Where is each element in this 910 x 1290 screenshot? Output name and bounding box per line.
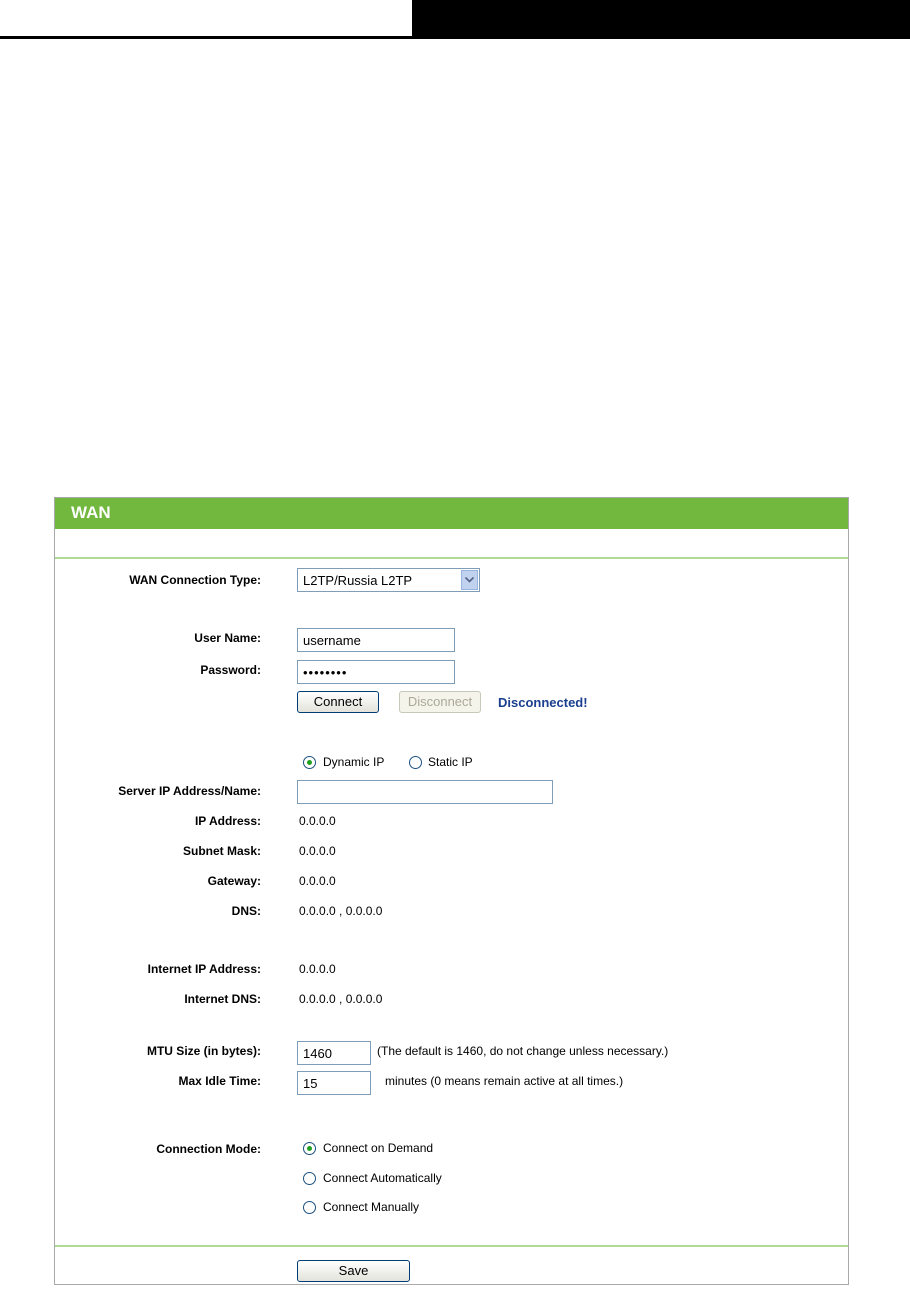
subnet-mask-label: Subnet Mask: — [182, 844, 261, 858]
panel-title: WAN — [55, 498, 848, 529]
connection-mode-label: Connection Mode: — [156, 1142, 261, 1156]
connect-on-demand-label: Connect on Demand — [323, 1141, 434, 1155]
wan-panel — [54, 497, 849, 1285]
static-ip-label: Static IP — [428, 755, 473, 769]
header-rule — [0, 36, 412, 39]
connect-on-demand-radio[interactable] — [303, 1142, 316, 1155]
connect-manually-radio[interactable] — [303, 1201, 316, 1214]
dynamic-ip-radio[interactable] — [303, 756, 316, 769]
internet-dns-label: Internet DNS: — [184, 992, 261, 1006]
connection-type-value: L2TP/Russia L2TP — [303, 573, 413, 588]
gateway-label: Gateway: — [207, 874, 261, 888]
user-name-label: User Name: — [194, 631, 261, 645]
disconnect-button[interactable]: Disconnect — [399, 691, 481, 713]
password-input[interactable] — [297, 660, 455, 684]
connect-button[interactable]: Connect — [297, 691, 379, 713]
idle-time-label: Max Idle Time: — [178, 1074, 261, 1088]
gateway-value: 0.0.0.0 — [299, 874, 336, 888]
idle-time-input[interactable] — [297, 1071, 371, 1095]
server-input[interactable] — [297, 780, 553, 804]
ip-address-value: 0.0.0.0 — [299, 814, 336, 828]
subnet-mask-value: 0.0.0.0 — [299, 844, 336, 858]
dns-value: 0.0.0.0 , 0.0.0.0 — [299, 904, 383, 918]
connect-automatically-label: Connect Automatically — [323, 1171, 442, 1185]
server-label: Server IP Address/Name: — [118, 784, 261, 798]
internet-dns-value: 0.0.0.0 , 0.0.0.0 — [299, 992, 383, 1006]
divider-bottom — [55, 1245, 848, 1247]
mtu-hint: (The default is 1460, do not change unless necessary.) — [377, 1044, 669, 1058]
user-name-input[interactable] — [297, 628, 455, 652]
connection-type-select[interactable] — [297, 568, 480, 592]
static-ip-radio[interactable] — [409, 756, 422, 769]
internet-ip-value: 0.0.0.0 — [299, 962, 336, 976]
dns-label: DNS: — [231, 904, 261, 918]
password-label: Password: — [200, 663, 261, 677]
connection-status: Disconnected! — [498, 695, 588, 710]
dynamic-ip-label: Dynamic IP — [323, 755, 385, 769]
connection-type-label: WAN Connection Type: — [129, 573, 261, 587]
idle-time-hint: minutes (0 means remain active at all times.) — [385, 1074, 624, 1088]
chevron-down-icon[interactable] — [461, 570, 478, 590]
header-bar — [412, 0, 910, 39]
save-button[interactable]: Save — [297, 1260, 410, 1282]
mtu-input[interactable] — [297, 1041, 371, 1065]
connect-manually-label: Connect Manually — [323, 1200, 420, 1214]
ip-address-label: IP Address: — [194, 814, 261, 828]
mtu-label: MTU Size (in bytes): — [146, 1044, 261, 1058]
divider-top — [55, 557, 848, 559]
internet-ip-label: Internet IP Address: — [147, 962, 261, 976]
connect-automatically-radio[interactable] — [303, 1172, 316, 1185]
